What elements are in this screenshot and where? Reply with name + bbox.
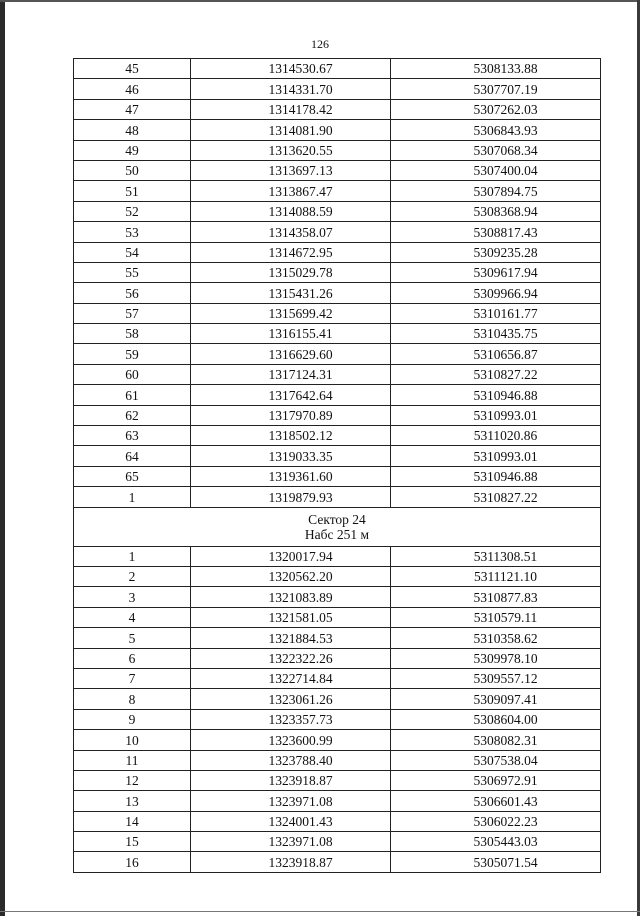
x-coordinate-cell: 1317124.31 — [191, 364, 391, 384]
point-number-cell: 48 — [74, 120, 191, 140]
y-coordinate-cell: 5308133.88 — [391, 59, 601, 79]
x-coordinate-cell: 1323357.73 — [191, 709, 391, 729]
x-coordinate-cell: 1323788.40 — [191, 750, 391, 770]
sector-header-group — [74, 507, 601, 546]
y-coordinate-cell: 5311308.51 — [391, 546, 601, 566]
page-number: 126 — [311, 37, 329, 51]
table-row — [74, 566, 601, 586]
y-coordinate-cell: 5308368.94 — [391, 201, 601, 221]
point-number-cell: 57 — [74, 303, 191, 323]
table-row — [74, 832, 601, 852]
x-coordinate-cell: 1323918.87 — [191, 852, 391, 872]
point-number-cell: 59 — [74, 344, 191, 364]
scan-edge-left — [0, 0, 5, 916]
sector-header-cell — [74, 507, 601, 546]
x-coordinate-cell: 1322322.26 — [191, 648, 391, 668]
sector-title: Сектор 24 — [308, 511, 366, 527]
y-coordinate-cell: 5309617.94 — [391, 262, 601, 282]
x-coordinate-cell: 1314530.67 — [191, 59, 391, 79]
y-coordinate-cell: 5310827.22 — [391, 487, 601, 507]
point-number-cell: 8 — [74, 689, 191, 709]
y-coordinate-cell: 5311121.10 — [391, 566, 601, 586]
y-coordinate-cell: 5310358.62 — [391, 628, 601, 648]
point-number-cell: 1 — [74, 487, 191, 507]
coordinates-table — [73, 58, 601, 873]
table-row — [74, 770, 601, 790]
y-coordinate-cell: 5307262.03 — [391, 99, 601, 119]
table-row — [74, 709, 601, 729]
x-coordinate-cell: 1323971.08 — [191, 832, 391, 852]
x-coordinate-cell: 1314331.70 — [191, 79, 391, 99]
scan-edge-top — [0, 0, 640, 2]
table-row — [74, 668, 601, 688]
point-number-cell: 14 — [74, 811, 191, 831]
point-number-cell: 52 — [74, 201, 191, 221]
y-coordinate-cell: 5310827.22 — [391, 364, 601, 384]
y-coordinate-cell: 5307068.34 — [391, 140, 601, 160]
y-coordinate-cell: 5310993.01 — [391, 446, 601, 466]
point-number-cell: 11 — [74, 750, 191, 770]
x-coordinate-cell: 1319879.93 — [191, 487, 391, 507]
y-coordinate-cell: 5308817.43 — [391, 222, 601, 242]
table-row — [74, 426, 601, 446]
y-coordinate-cell: 5309097.41 — [391, 689, 601, 709]
y-coordinate-cell: 5310579.11 — [391, 607, 601, 627]
table-row — [74, 405, 601, 425]
table-row — [74, 140, 601, 160]
table-row — [74, 466, 601, 486]
table-row — [74, 648, 601, 668]
point-number-cell: 63 — [74, 426, 191, 446]
x-coordinate-cell: 1314088.59 — [191, 201, 391, 221]
table-row — [74, 364, 601, 384]
y-coordinate-cell: 5310946.88 — [391, 385, 601, 405]
y-coordinate-cell: 5306972.91 — [391, 770, 601, 790]
y-coordinate-cell: 5307400.04 — [391, 160, 601, 180]
y-coordinate-cell: 5305071.54 — [391, 852, 601, 872]
x-coordinate-cell: 1316629.60 — [191, 344, 391, 364]
x-coordinate-cell: 1323061.26 — [191, 689, 391, 709]
x-coordinate-cell: 1321083.89 — [191, 587, 391, 607]
point-number-cell: 55 — [74, 262, 191, 282]
x-coordinate-cell: 1314672.95 — [191, 242, 391, 262]
y-coordinate-cell: 5306601.43 — [391, 791, 601, 811]
x-coordinate-cell: 1317642.64 — [191, 385, 391, 405]
point-number-cell: 64 — [74, 446, 191, 466]
y-coordinate-cell: 5309557.12 — [391, 668, 601, 688]
table-row — [74, 730, 601, 750]
x-coordinate-cell: 1322714.84 — [191, 668, 391, 688]
table-row — [74, 852, 601, 872]
y-coordinate-cell: 5306022.23 — [391, 811, 601, 831]
point-number-cell: 2 — [74, 566, 191, 586]
table-row — [74, 201, 601, 221]
y-coordinate-cell: 5307707.19 — [391, 79, 601, 99]
point-number-cell: 58 — [74, 324, 191, 344]
y-coordinate-cell: 5310656.87 — [391, 344, 601, 364]
table-row — [74, 791, 601, 811]
x-coordinate-cell: 1313620.55 — [191, 140, 391, 160]
table-row — [74, 79, 601, 99]
x-coordinate-cell: 1313867.47 — [191, 181, 391, 201]
y-coordinate-cell: 5310435.75 — [391, 324, 601, 344]
table-row — [74, 446, 601, 466]
x-coordinate-cell: 1323918.87 — [191, 770, 391, 790]
x-coordinate-cell: 1314081.90 — [191, 120, 391, 140]
table-row — [74, 303, 601, 323]
x-coordinate-cell: 1313697.13 — [191, 160, 391, 180]
point-number-cell: 47 — [74, 99, 191, 119]
point-number-cell: 56 — [74, 283, 191, 303]
x-coordinate-cell: 1314358.07 — [191, 222, 391, 242]
x-coordinate-cell: 1315029.78 — [191, 262, 391, 282]
table-row — [74, 344, 601, 364]
table-row — [74, 689, 601, 709]
y-coordinate-cell: 5308082.31 — [391, 730, 601, 750]
table-row — [74, 324, 601, 344]
point-number-cell: 46 — [74, 79, 191, 99]
point-number-cell: 10 — [74, 730, 191, 750]
point-number-cell: 15 — [74, 832, 191, 852]
x-coordinate-cell: 1318502.12 — [191, 426, 391, 446]
point-number-cell: 54 — [74, 242, 191, 262]
table-row — [74, 262, 601, 282]
point-number-cell: 51 — [74, 181, 191, 201]
table-row — [74, 59, 601, 79]
y-coordinate-cell: 5307894.75 — [391, 181, 601, 201]
point-number-cell: 7 — [74, 668, 191, 688]
x-coordinate-cell: 1321884.53 — [191, 628, 391, 648]
sector-subtitle: Набс 251 м — [304, 526, 370, 542]
point-number-cell: 16 — [74, 852, 191, 872]
point-number-cell: 12 — [74, 770, 191, 790]
point-number-cell: 49 — [74, 140, 191, 160]
table-row — [74, 242, 601, 262]
scan-edge-bottom — [0, 911, 640, 912]
x-coordinate-cell: 1314178.42 — [191, 99, 391, 119]
table-row — [74, 160, 601, 180]
table-row — [74, 546, 601, 566]
table-row — [74, 120, 601, 140]
x-coordinate-cell: 1320017.94 — [191, 546, 391, 566]
x-coordinate-cell: 1319033.35 — [191, 446, 391, 466]
point-number-cell: 6 — [74, 648, 191, 668]
y-coordinate-cell: 5309978.10 — [391, 648, 601, 668]
point-number-cell: 9 — [74, 709, 191, 729]
x-coordinate-cell: 1316155.41 — [191, 324, 391, 344]
x-coordinate-cell: 1319361.60 — [191, 466, 391, 486]
point-number-cell: 50 — [74, 160, 191, 180]
x-coordinate-cell: 1315699.42 — [191, 303, 391, 323]
y-coordinate-cell: 5306843.93 — [391, 120, 601, 140]
table-row — [74, 99, 601, 119]
y-coordinate-cell: 5310993.01 — [391, 405, 601, 425]
y-coordinate-cell: 5309235.28 — [391, 242, 601, 262]
y-coordinate-cell: 5310877.83 — [391, 587, 601, 607]
y-coordinate-cell: 5307538.04 — [391, 750, 601, 770]
x-coordinate-cell: 1321581.05 — [191, 607, 391, 627]
table-row — [74, 487, 601, 507]
sector-header-row — [74, 507, 601, 546]
table-row — [74, 607, 601, 627]
x-coordinate-cell: 1320562.20 — [191, 566, 391, 586]
point-number-cell: 60 — [74, 364, 191, 384]
x-coordinate-cell: 1323600.99 — [191, 730, 391, 750]
point-number-cell: 1 — [74, 546, 191, 566]
table-row — [74, 628, 601, 648]
x-coordinate-cell: 1324001.43 — [191, 811, 391, 831]
point-number-cell: 3 — [74, 587, 191, 607]
point-number-cell: 5 — [74, 628, 191, 648]
point-number-cell: 53 — [74, 222, 191, 242]
y-coordinate-cell: 5305443.03 — [391, 832, 601, 852]
point-number-cell: 65 — [74, 466, 191, 486]
point-number-cell: 62 — [74, 405, 191, 425]
table-row — [74, 385, 601, 405]
table-row — [74, 222, 601, 242]
table-row — [74, 587, 601, 607]
point-number-cell: 13 — [74, 791, 191, 811]
x-coordinate-cell: 1323971.08 — [191, 791, 391, 811]
y-coordinate-cell: 5309966.94 — [391, 283, 601, 303]
table-row — [74, 811, 601, 831]
table-body-before — [74, 59, 601, 508]
point-number-cell: 4 — [74, 607, 191, 627]
table-body-after — [74, 546, 601, 872]
x-coordinate-cell: 1317970.89 — [191, 405, 391, 425]
y-coordinate-cell: 5310946.88 — [391, 466, 601, 486]
y-coordinate-cell: 5310161.77 — [391, 303, 601, 323]
table-row — [74, 283, 601, 303]
point-number-cell: 61 — [74, 385, 191, 405]
table-row — [74, 181, 601, 201]
x-coordinate-cell: 1315431.26 — [191, 283, 391, 303]
table-row — [74, 750, 601, 770]
y-coordinate-cell: 5308604.00 — [391, 709, 601, 729]
y-coordinate-cell: 5311020.86 — [391, 426, 601, 446]
point-number-cell: 45 — [74, 59, 191, 79]
